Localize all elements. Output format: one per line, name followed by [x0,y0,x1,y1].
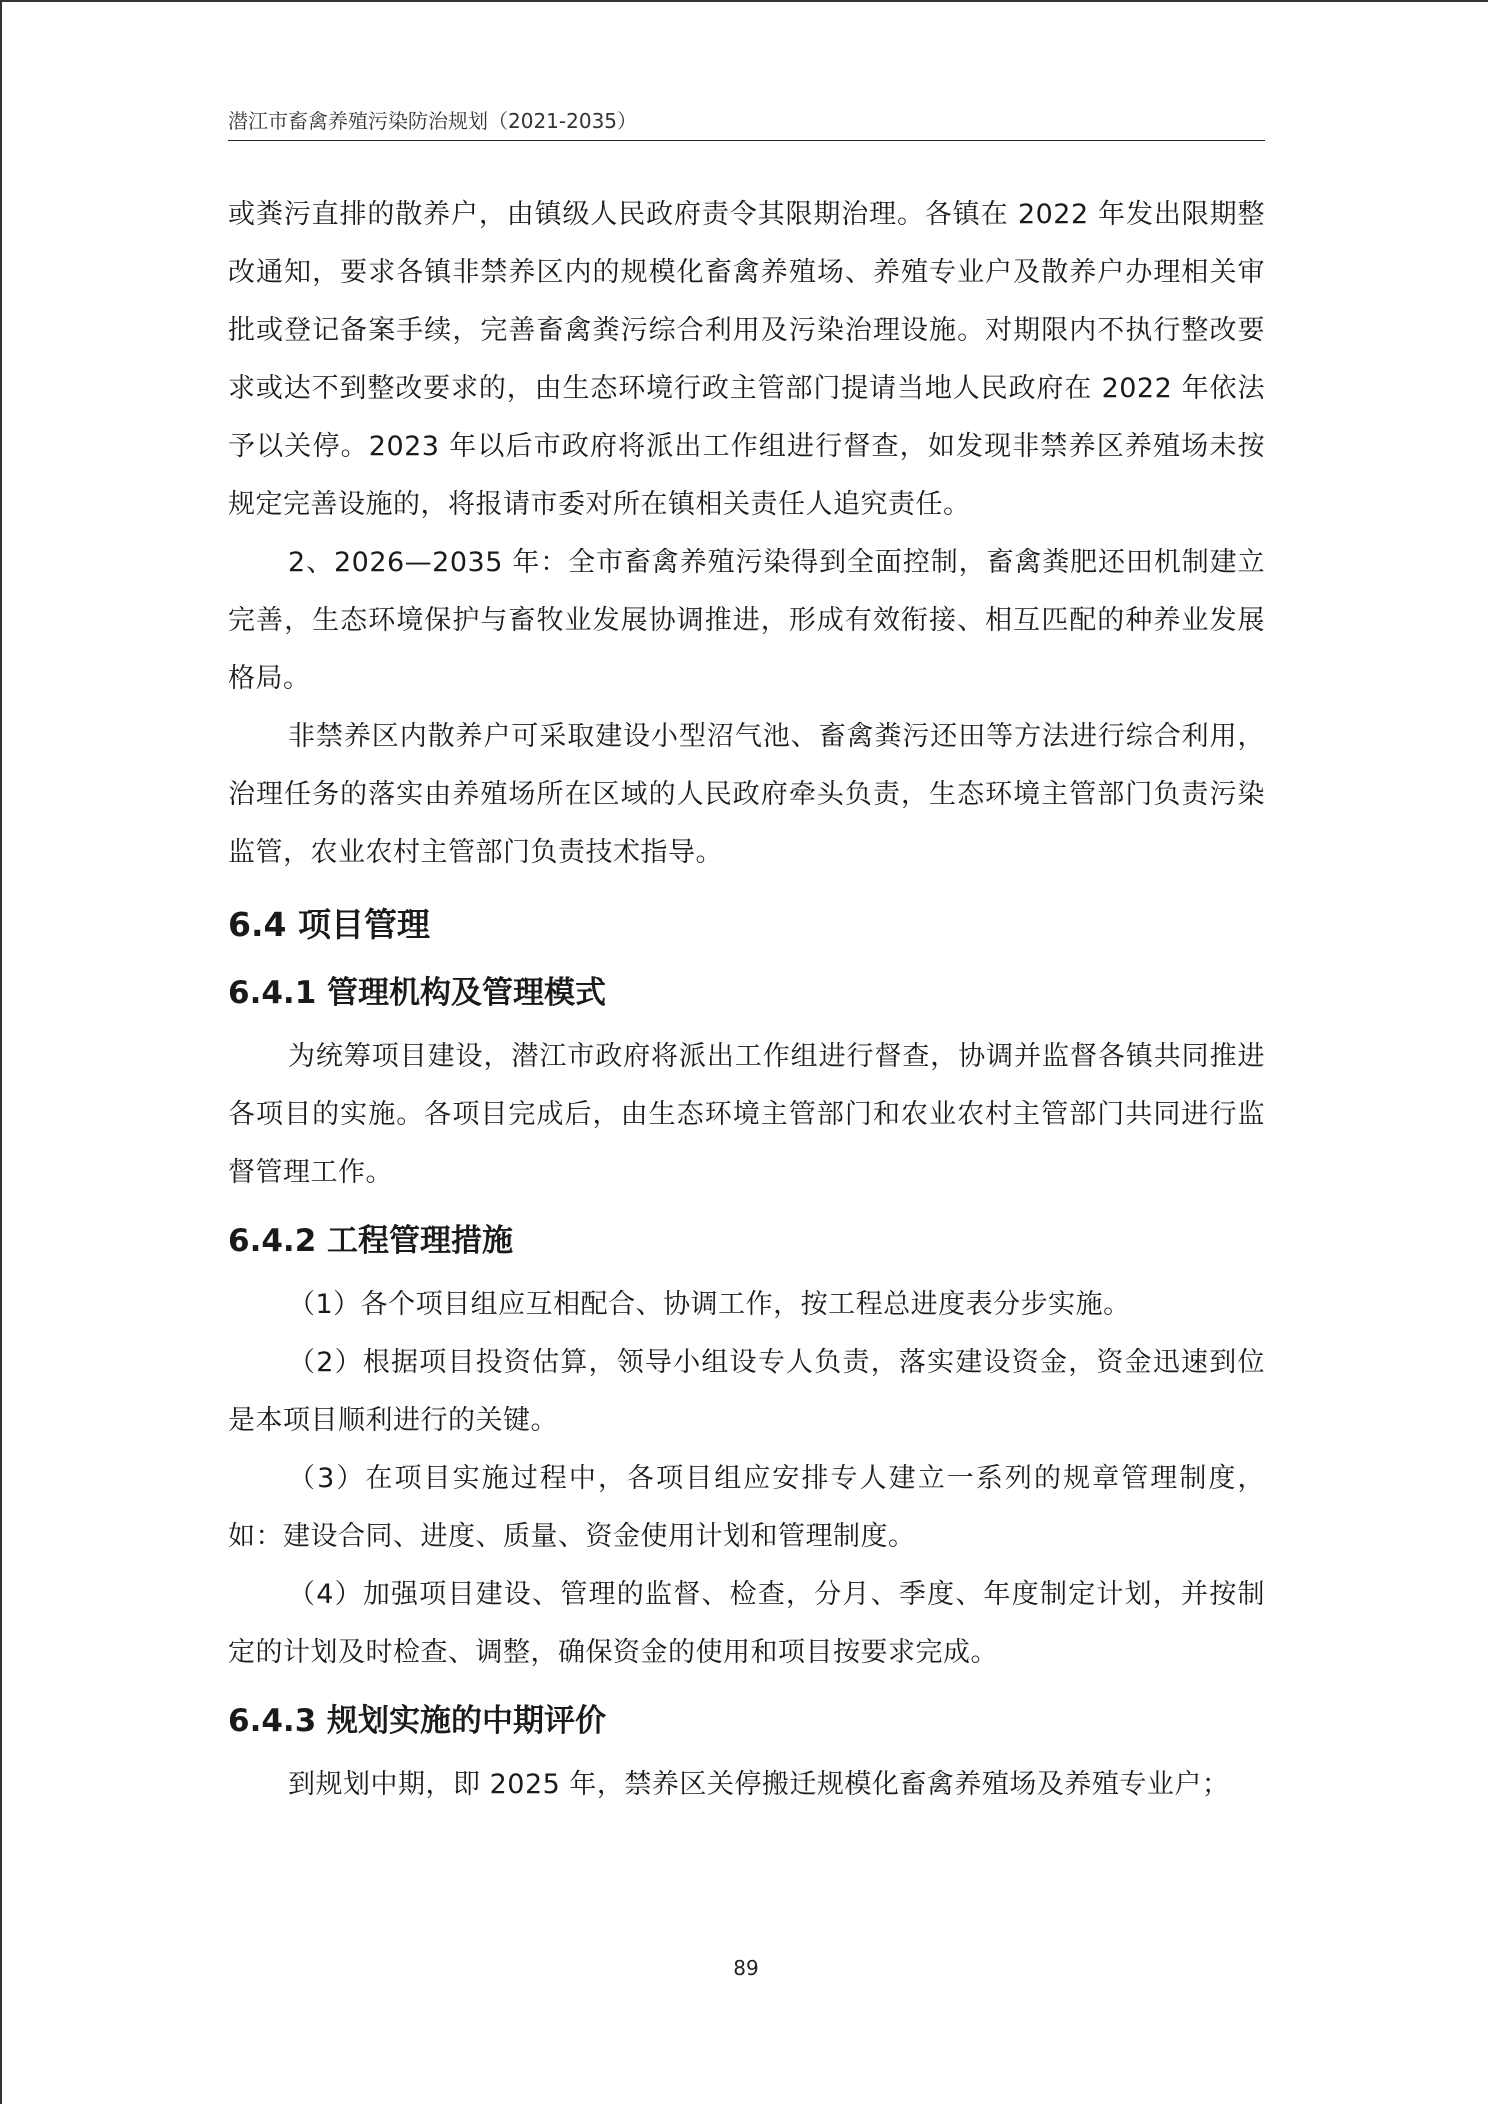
list-item-1: （1）各个项目组应互相配合、协调工作，按工程总进度表分步实施。 [288,1289,1131,1320]
page-number: 89 [733,1956,759,1980]
list-item-2: （2）根据项目投资估算，领导小组设专人负责，落实建设资金，资金迅速到位是本项目顺利进行的关键。 [228,1347,1265,1436]
section-heading-6-4-1: 6.4.1 管理机构及管理模式 [228,975,607,1011]
paragraph-phase-2: 2、2026—2035 年：全市畜禽养殖污染得到全面控制，畜禽粪肥还田机制建立完善，生态环境保护与畜牧业发展协调推进，形成有效衔接、相互匹配的种养业发展格局。 [228,547,1265,694]
page-body [228,186,1265,1814]
running-header: 潜江市畜禽养殖污染防治规划（2021-2035） [228,106,1265,141]
list-item-4: （4）加强项目建设、管理的监督、检查，分月、季度、年度制定计划，并按制定的计划及时检查、调整，确保资金的使用和项目按要求完成。 [228,1579,1265,1668]
section-heading-6-4-2: 6.4.2 工程管理措施 [228,1223,514,1259]
paragraph-midterm: 到规划中期，即 2025 年，禁养区关停搬迁规模化畜禽养殖场及养殖专业户； [288,1769,1230,1800]
paragraph-continuation: 或粪污直排的散养户，由镇级人民政府责令其限期治理。各镇在 2022 年发出限期整改通知，要求各镇非禁养区内的规模化畜禽养殖场、养殖专业户及散养户办理相关审批或登记备案手续，完善畜禽粪污综合利用及污染治理设施。对期限内不执行整改要求或达不到整改要求的，由生态环境行政主管部门提请当地人民政府在 2022 年依法予以关停。2023 年以后市政府将派出工作组进行督查，如发现非禁养区养殖场未按规定完善设施的，将报请市委对所在镇相关责任人追究责任。 [228,199,1265,520]
list-item-3: （3）在项目实施过程中，各项目组应安排专人建立一系列的规章管理制度，如：建设合同、进度、质量、资金使用计划和管理制度。 [228,1463,1265,1552]
paragraph-management-org: 为统筹项目建设，潜江市政府将派出工作组进行督查，协调并监督各镇共同推进各项目的实施。各项目完成后，由生态环境主管部门和农业农村主管部门共同进行监督管理工作。 [228,1041,1265,1188]
paragraph-non-restricted-area: 非禁养区内散养户可采取建设小型沼气池、畜禽粪污还田等方法进行综合利用，治理任务的落实由养殖场所在区域的人民政府牵头负责，生态环境主管部门负责污染监管，农业农村主管部门负责技术指导。 [228,721,1265,868]
section-heading-6-4-3: 6.4.3 规划实施的中期评价 [228,1703,607,1739]
section-heading-6-4: 6.4 项目管理 [228,905,430,944]
